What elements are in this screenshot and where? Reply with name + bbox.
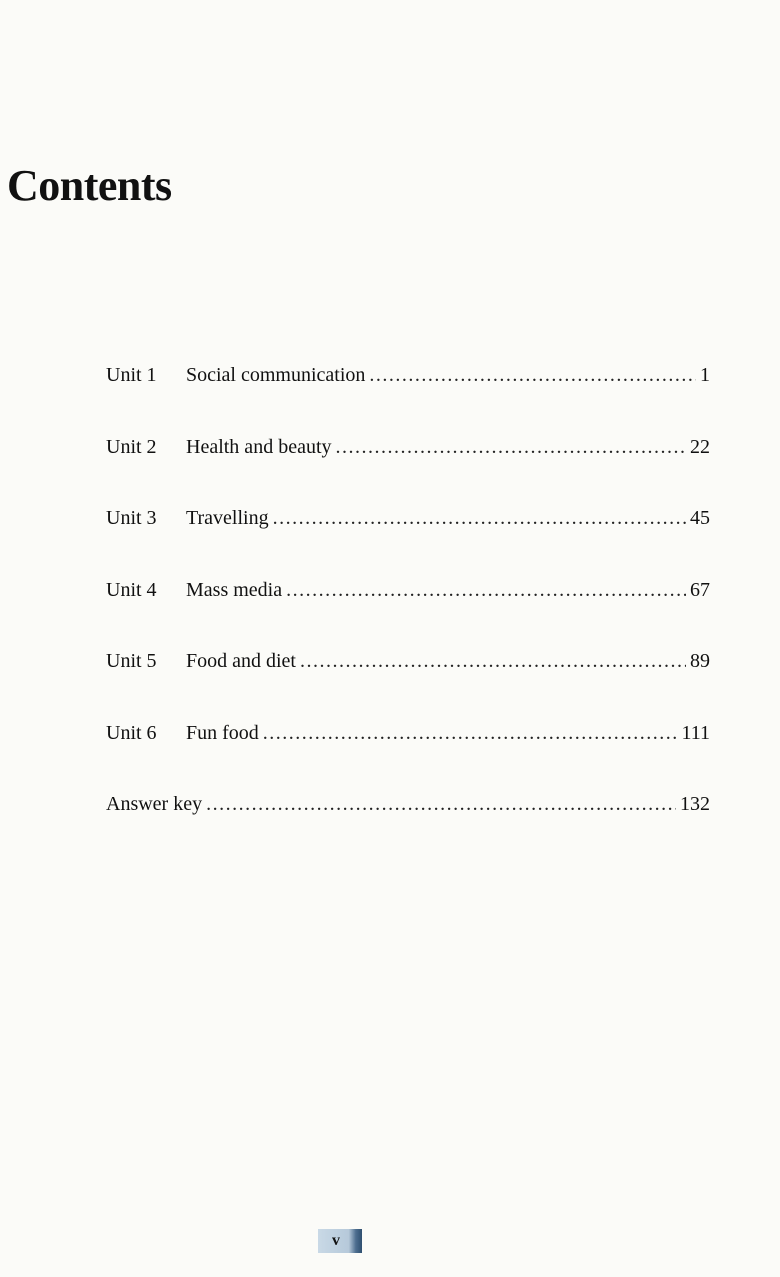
unit-title: Health and beauty	[186, 435, 332, 458]
dot-leader	[286, 579, 686, 602]
table-of-contents	[106, 364, 710, 865]
unit-title: Mass media	[186, 578, 283, 601]
dot-leader	[336, 436, 687, 459]
toc-row-unit-2	[106, 436, 710, 508]
toc-row-unit-1	[106, 364, 710, 436]
page-title: Contents	[7, 161, 172, 210]
footer-page-tab	[318, 1229, 362, 1253]
page-number: 45	[690, 507, 710, 529]
unit-title: Food and diet	[186, 650, 296, 672]
unit-number: Unit 3	[106, 507, 157, 529]
unit-number: Unit 6	[106, 721, 157, 744]
page-number: 22	[690, 435, 710, 458]
page-number: 67	[690, 578, 710, 601]
footer-page-number: v	[332, 1232, 340, 1249]
unit-number: Unit 1	[106, 364, 157, 386]
dot-leader	[273, 507, 686, 530]
page-number: 89	[690, 650, 710, 672]
unit-title: Fun food	[186, 721, 259, 744]
unit-number: Unit 2	[106, 435, 157, 458]
dot-leader	[206, 793, 676, 816]
unit-title: Travelling	[186, 507, 269, 529]
toc-row-unit-6	[106, 722, 710, 794]
toc-row-answer-key	[106, 793, 710, 865]
toc-row-unit-3	[106, 507, 710, 579]
page-number: 132	[680, 793, 710, 815]
unit-number: Unit 4	[106, 578, 157, 601]
answer-key-title: Answer key	[106, 793, 203, 815]
unit-number: Unit 5	[106, 650, 157, 672]
page-number: 111	[681, 721, 710, 744]
toc-row-unit-4	[106, 579, 710, 651]
dot-leader	[369, 364, 696, 387]
unit-title: Social communication	[186, 364, 366, 386]
page-number: 1	[700, 364, 710, 386]
dot-leader	[263, 722, 678, 745]
toc-row-unit-5	[106, 650, 710, 722]
dot-leader	[300, 650, 686, 673]
